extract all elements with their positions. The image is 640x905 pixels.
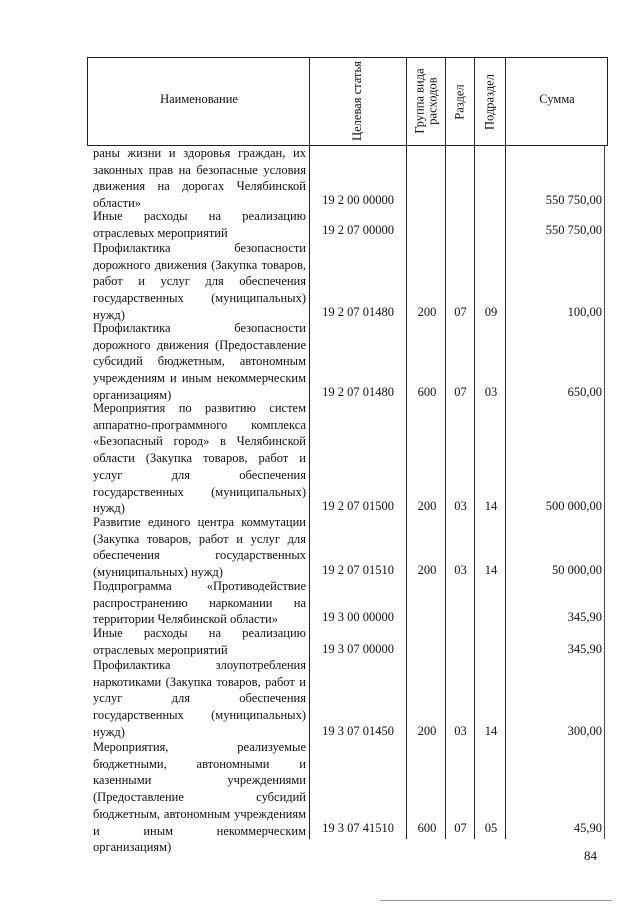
- row-sum: 345,90: [567, 610, 602, 624]
- row-section: 07: [454, 385, 467, 399]
- row-code: 19 2 07 01480: [322, 385, 394, 399]
- row-name: раны жизни и здоровья граждан, их законных прав на безопасные условия движения на дорогах Челябинской области»: [93, 146, 306, 211]
- row-sum: 345,90: [567, 642, 602, 656]
- row-subsection: 14: [484, 563, 498, 577]
- table-row: [0, 578, 640, 625]
- row-sum: 500 000,00: [545, 499, 602, 513]
- row-name: Профилактика безопасности дорожного движения (Закупка товаров, работ и услуг для обеспечения государственных (муниципальных) нужд): [93, 241, 306, 322]
- table-row: [0, 145, 640, 211]
- row-name: Развитие единого центра коммутации (Закупка товаров, работ и услуг для обеспечения государственных (муниципальных) нужд): [93, 515, 306, 580]
- row-section: 07: [454, 305, 467, 319]
- row-code: 19 3 07 41510: [322, 821, 394, 835]
- row-code: 19 2 07 00000: [322, 223, 394, 237]
- row-section: 03: [454, 499, 467, 513]
- row-subsection: 03: [484, 385, 498, 399]
- row-group: 200: [417, 563, 437, 577]
- header-name: Наименование: [160, 92, 238, 106]
- row-code: 19 3 07 01450: [322, 724, 394, 738]
- row-name: Подпрограмма «Противодействие распространению наркомании на территории Челябинской области»: [93, 579, 306, 627]
- row-section: 03: [454, 563, 467, 577]
- row-code: 19 3 00 00000: [322, 610, 394, 624]
- row-code: 19 2 07 01500: [322, 499, 394, 513]
- row-group: 200: [417, 499, 437, 513]
- row-sum: 650,00: [567, 385, 602, 399]
- header-section: Раздел: [452, 84, 466, 120]
- header-subsection: Подраздел: [482, 74, 496, 130]
- row-name: Мероприятия, реализуемые бюджетными, автономными и казенными учреждениями (Предоставление субсидий бюджетным, автономным учреждениям и иным некоммерческим организациям): [93, 740, 306, 855]
- header-target-article: Целевая статья: [349, 61, 364, 141]
- table-right-border: [607, 57, 608, 146]
- row-sum: 50 000,00: [552, 563, 602, 577]
- row-section: 07: [454, 821, 467, 835]
- row-name: Иные расходы на реализацию отраслевых мероприятий: [93, 626, 306, 657]
- row-sum: 100,00: [567, 305, 602, 319]
- row-code: 19 3 07 00000: [322, 642, 394, 656]
- row-code: 19 2 00 00000: [322, 193, 394, 207]
- row-sum: 300,00: [567, 724, 602, 738]
- row-name: Профилактика злоупотребления наркотиками (Закупка товаров, работ и услуг для обеспечения государственных (муниципальных) нужд): [93, 658, 306, 739]
- row-group: 200: [417, 305, 437, 319]
- row-group: 600: [417, 385, 437, 399]
- table-row: [0, 400, 640, 514]
- table-row: [0, 514, 640, 578]
- table-left-border: [87, 57, 88, 146]
- row-sum: 550 750,00: [545, 223, 602, 237]
- row-sum: 550 750,00: [545, 193, 602, 207]
- row-name: Профилактика безопасности дорожного движения (Предоставление субсидий бюджетным, автономным учреждениям и иным некоммерческим организациям): [93, 321, 306, 402]
- row-sum: 45,90: [573, 821, 602, 835]
- table-row: [0, 739, 640, 855]
- table-row: [0, 208, 640, 240]
- footer-divider: [380, 900, 612, 901]
- row-group: 600: [417, 821, 437, 835]
- table-row: [0, 657, 640, 739]
- row-subsection: 14: [484, 499, 498, 513]
- row-code: 19 2 07 01480: [322, 305, 394, 319]
- row-subsection: 14: [484, 724, 498, 738]
- row-group: 200: [417, 724, 437, 738]
- header-expense-group: Группа вида расходов: [412, 68, 440, 134]
- row-name: Мероприятия по развитию систем аппаратно-программного комплекса «Безопасный город» в Челябинской области (Закупка товаров, работ и услуг для обеспечения государственных (муниципальных) нужд): [93, 401, 306, 516]
- page-number: 84: [584, 848, 597, 863]
- header-sum: Сумма: [539, 92, 575, 106]
- table-row: [0, 240, 640, 320]
- row-section: 03: [454, 724, 467, 738]
- row-name: Иные расходы на реализацию отраслевых мероприятий: [93, 209, 306, 240]
- table-row: [0, 320, 640, 400]
- row-code: 19 2 07 01510: [322, 563, 394, 577]
- row-subsection: 09: [484, 305, 498, 319]
- row-subsection: 05: [484, 821, 498, 835]
- table-row: [0, 625, 640, 657]
